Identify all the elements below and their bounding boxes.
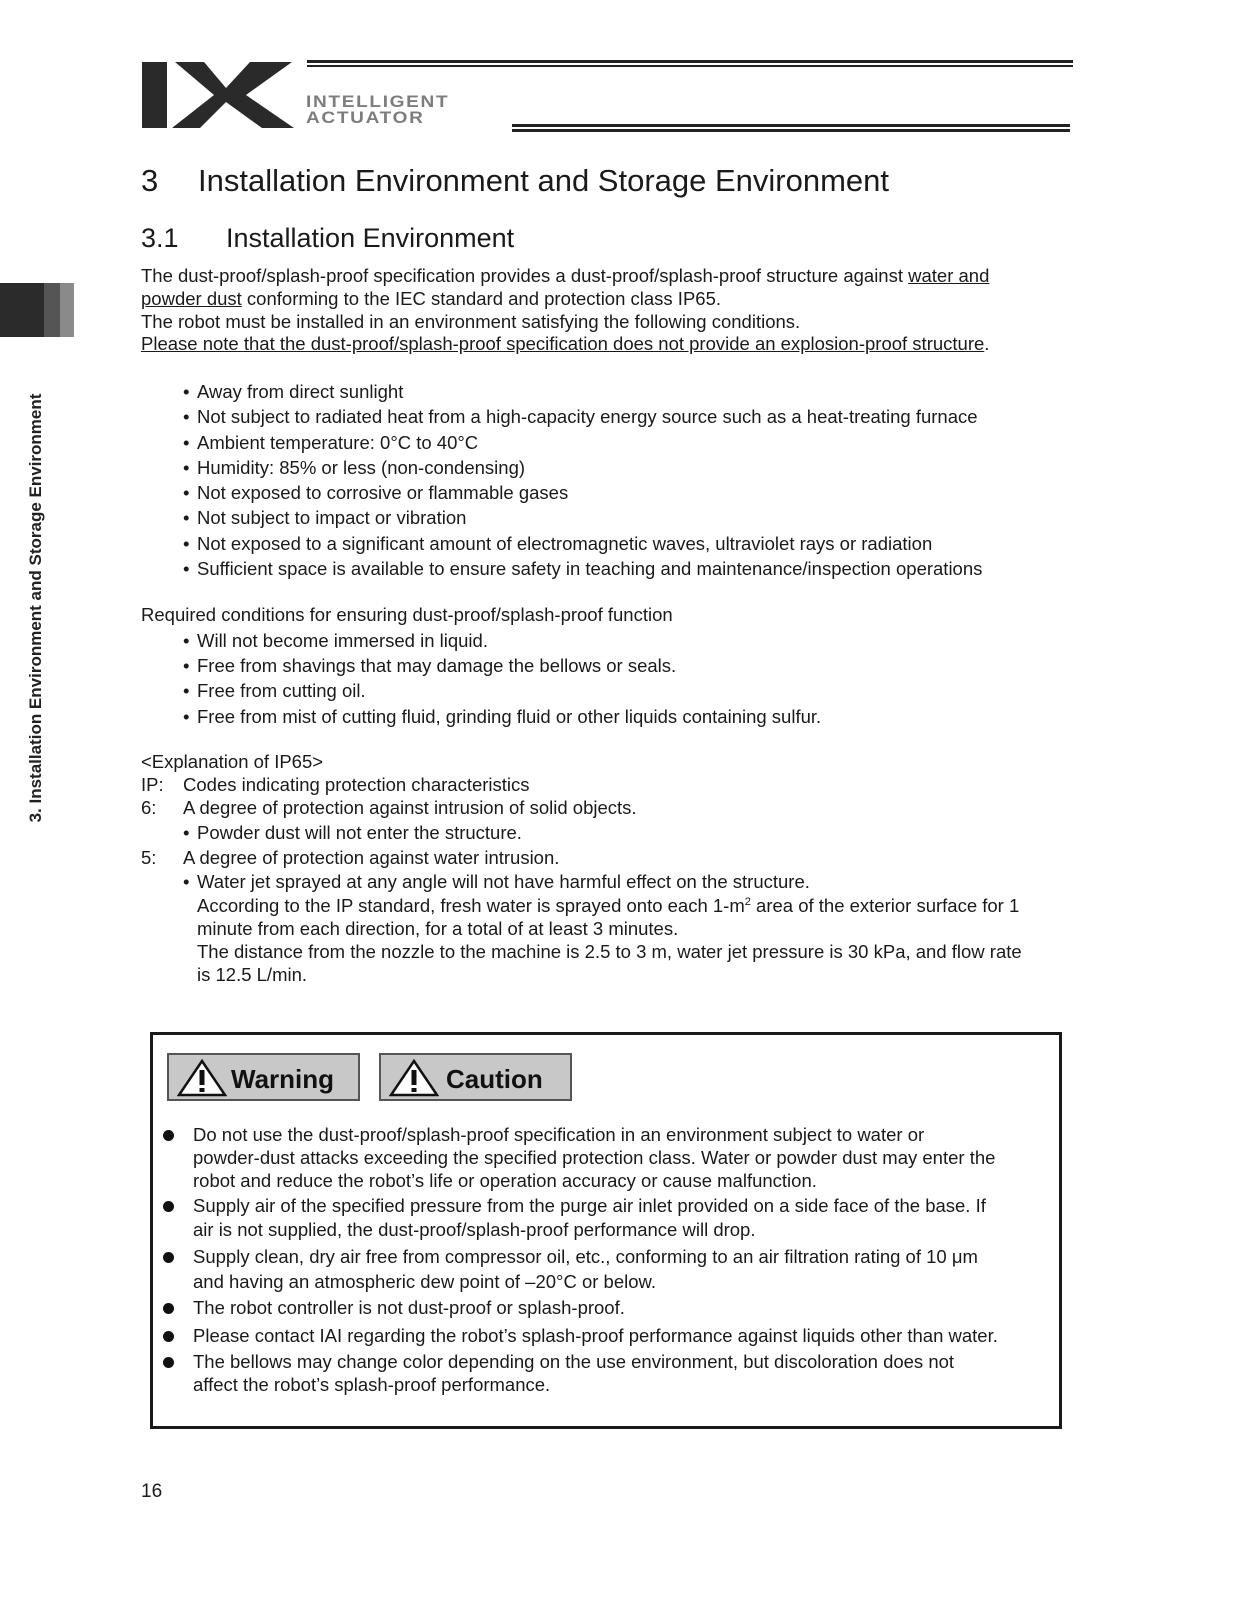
ip-para-1-line-2: minute from each direction, for a total of at least 3 minutes. xyxy=(197,918,679,939)
ip-digit-5-bullet: • Water jet sprayed at any angle will not have harmful effect on the structure. xyxy=(183,871,810,892)
header-rule-bottom-2 xyxy=(512,129,1070,132)
warning-badge xyxy=(167,1053,360,1101)
section-heading xyxy=(141,163,889,199)
logo-line-1: INTELLIGENT xyxy=(306,92,450,111)
condition-item: • Not subject to impact or vibration xyxy=(183,507,467,528)
intro-line-1: The dust-proof/splash-proof specification provides a dust-proof/splash-proof structure against water and xyxy=(141,265,990,286)
condition-item: • Ambient temperature: 0°C to 40°C xyxy=(183,432,479,453)
warning-caution-box: Warning Caution Do not use the dust-proof/splash-proof specification in an environment subject to water or powder-dust attacks exceeding the specified protection class. Water or powder dust may enter the robot and reduce the robot’s life or operation accuracy or cause malfunction. Supply air of the specified pressure from the purge air inlet provided on a side face of the base. If air is not supplied, the dust-proof/splash-proof performance will drop. Supply clean, dry air free from compressor oil, etc., conforming to an air filtration rating of 10 μm and having an atmospheric dew point of –20°C or below. The robot controller is not dust-proof or splash-proof. Please contact IAI regarding the robot’s splash-proof performance against liquids other than water. The bellows may change color depending on the use environment, but discoloration does not affect the robot’s splash-proof performance. xyxy=(150,1032,1062,1429)
ip-digit-6-bullet: • Powder dust will not enter the structure. xyxy=(183,822,522,843)
ip-para-2-line-1: The distance from the nozzle to the machine is 2.5 to 3 m, water jet pressure is 30 kPa, and flow rate xyxy=(197,941,1022,962)
intro-line-2: powder dust conforming to the IEC standard and protection class IP65. xyxy=(141,288,722,309)
bullet-dot-icon xyxy=(163,1252,174,1263)
ip-para-1-line-1: According to the IP standard, fresh water is sprayed onto each $1-m^2$ area of the exterior surface for 1 xyxy=(197,895,1020,916)
ip-para-2-line-2: is 12.5 L/min. xyxy=(197,964,308,985)
bullet-dot-icon xyxy=(163,1331,174,1342)
ip65-heading: <Explanation of IP65> xyxy=(141,751,324,772)
subsection-number: 3.1 xyxy=(141,223,179,253)
caution-label: Caution xyxy=(446,1064,543,1094)
header-rule-top xyxy=(307,60,1073,63)
ip-definition: IP: Codes indicating protection characteristics xyxy=(141,774,530,795)
required-heading: Required conditions for ensuring dust-proof/splash-proof function xyxy=(141,604,673,625)
required-item: • Free from shavings that may damage the bellows or seals. xyxy=(183,655,677,676)
chapter-tab xyxy=(0,283,74,337)
caution-badge xyxy=(379,1053,572,1101)
bullet-dot-icon xyxy=(163,1357,174,1368)
ix-logo xyxy=(142,60,302,132)
warning-label: Warning xyxy=(231,1064,335,1094)
condition-item: • Not subject to radiated heat from a high-capacity energy source such as a heat-treating furnace xyxy=(183,406,978,427)
subsection-heading xyxy=(141,223,514,254)
condition-item: • Not exposed to corrosive or flammable gases xyxy=(183,482,569,503)
logo-text xyxy=(306,94,449,126)
intro-line-3: The robot must be installed in an environment satisfying the following conditions. xyxy=(141,311,801,332)
chapter-side-label: 3. Installation Environment and Storage Environment xyxy=(26,393,45,823)
condition-item: • Sufficient space is available to ensure safety in teaching and maintenance/inspection operations xyxy=(183,558,983,579)
section-title: Installation Environment and Storage Environment xyxy=(198,163,890,198)
required-item: • Free from cutting oil. xyxy=(183,680,366,701)
header-rule-bottom xyxy=(512,124,1070,127)
ip-digit-6: 6: A degree of protection against intrusion of solid objects. xyxy=(141,797,637,818)
bullet-dot-icon xyxy=(163,1201,174,1212)
logo-line-2: ACTUATOR xyxy=(306,108,425,127)
page-number: 16 xyxy=(141,1481,163,1502)
condition-item: • Humidity: 85% or less (non-condensing) xyxy=(183,457,526,478)
required-item: • Free from mist of cutting fluid, grinding fluid or other liquids containing sulfur. xyxy=(183,706,822,727)
caution-triangle-icon xyxy=(389,1059,439,1097)
section-number: 3 xyxy=(141,163,159,198)
condition-item: • Not exposed to a significant amount of electromagnetic waves, ultraviolet rays or radiation xyxy=(183,533,933,554)
warning-triangle-icon xyxy=(177,1059,227,1097)
intro-line-4: Please note that the dust-proof/splash-proof specification does not provide an explosion-proof structure. xyxy=(141,333,990,354)
ip-digit-5: 5: A degree of protection against water intrusion. xyxy=(141,847,560,868)
bullet-dot-icon xyxy=(163,1130,174,1141)
bullet-dot-icon xyxy=(163,1303,174,1314)
required-item: • Will not become immersed in liquid. xyxy=(183,630,488,651)
subsection-title: Installation Environment xyxy=(226,223,515,253)
condition-item: • Away from direct sunlight xyxy=(183,381,404,402)
header-rule-top-2 xyxy=(307,65,1073,67)
